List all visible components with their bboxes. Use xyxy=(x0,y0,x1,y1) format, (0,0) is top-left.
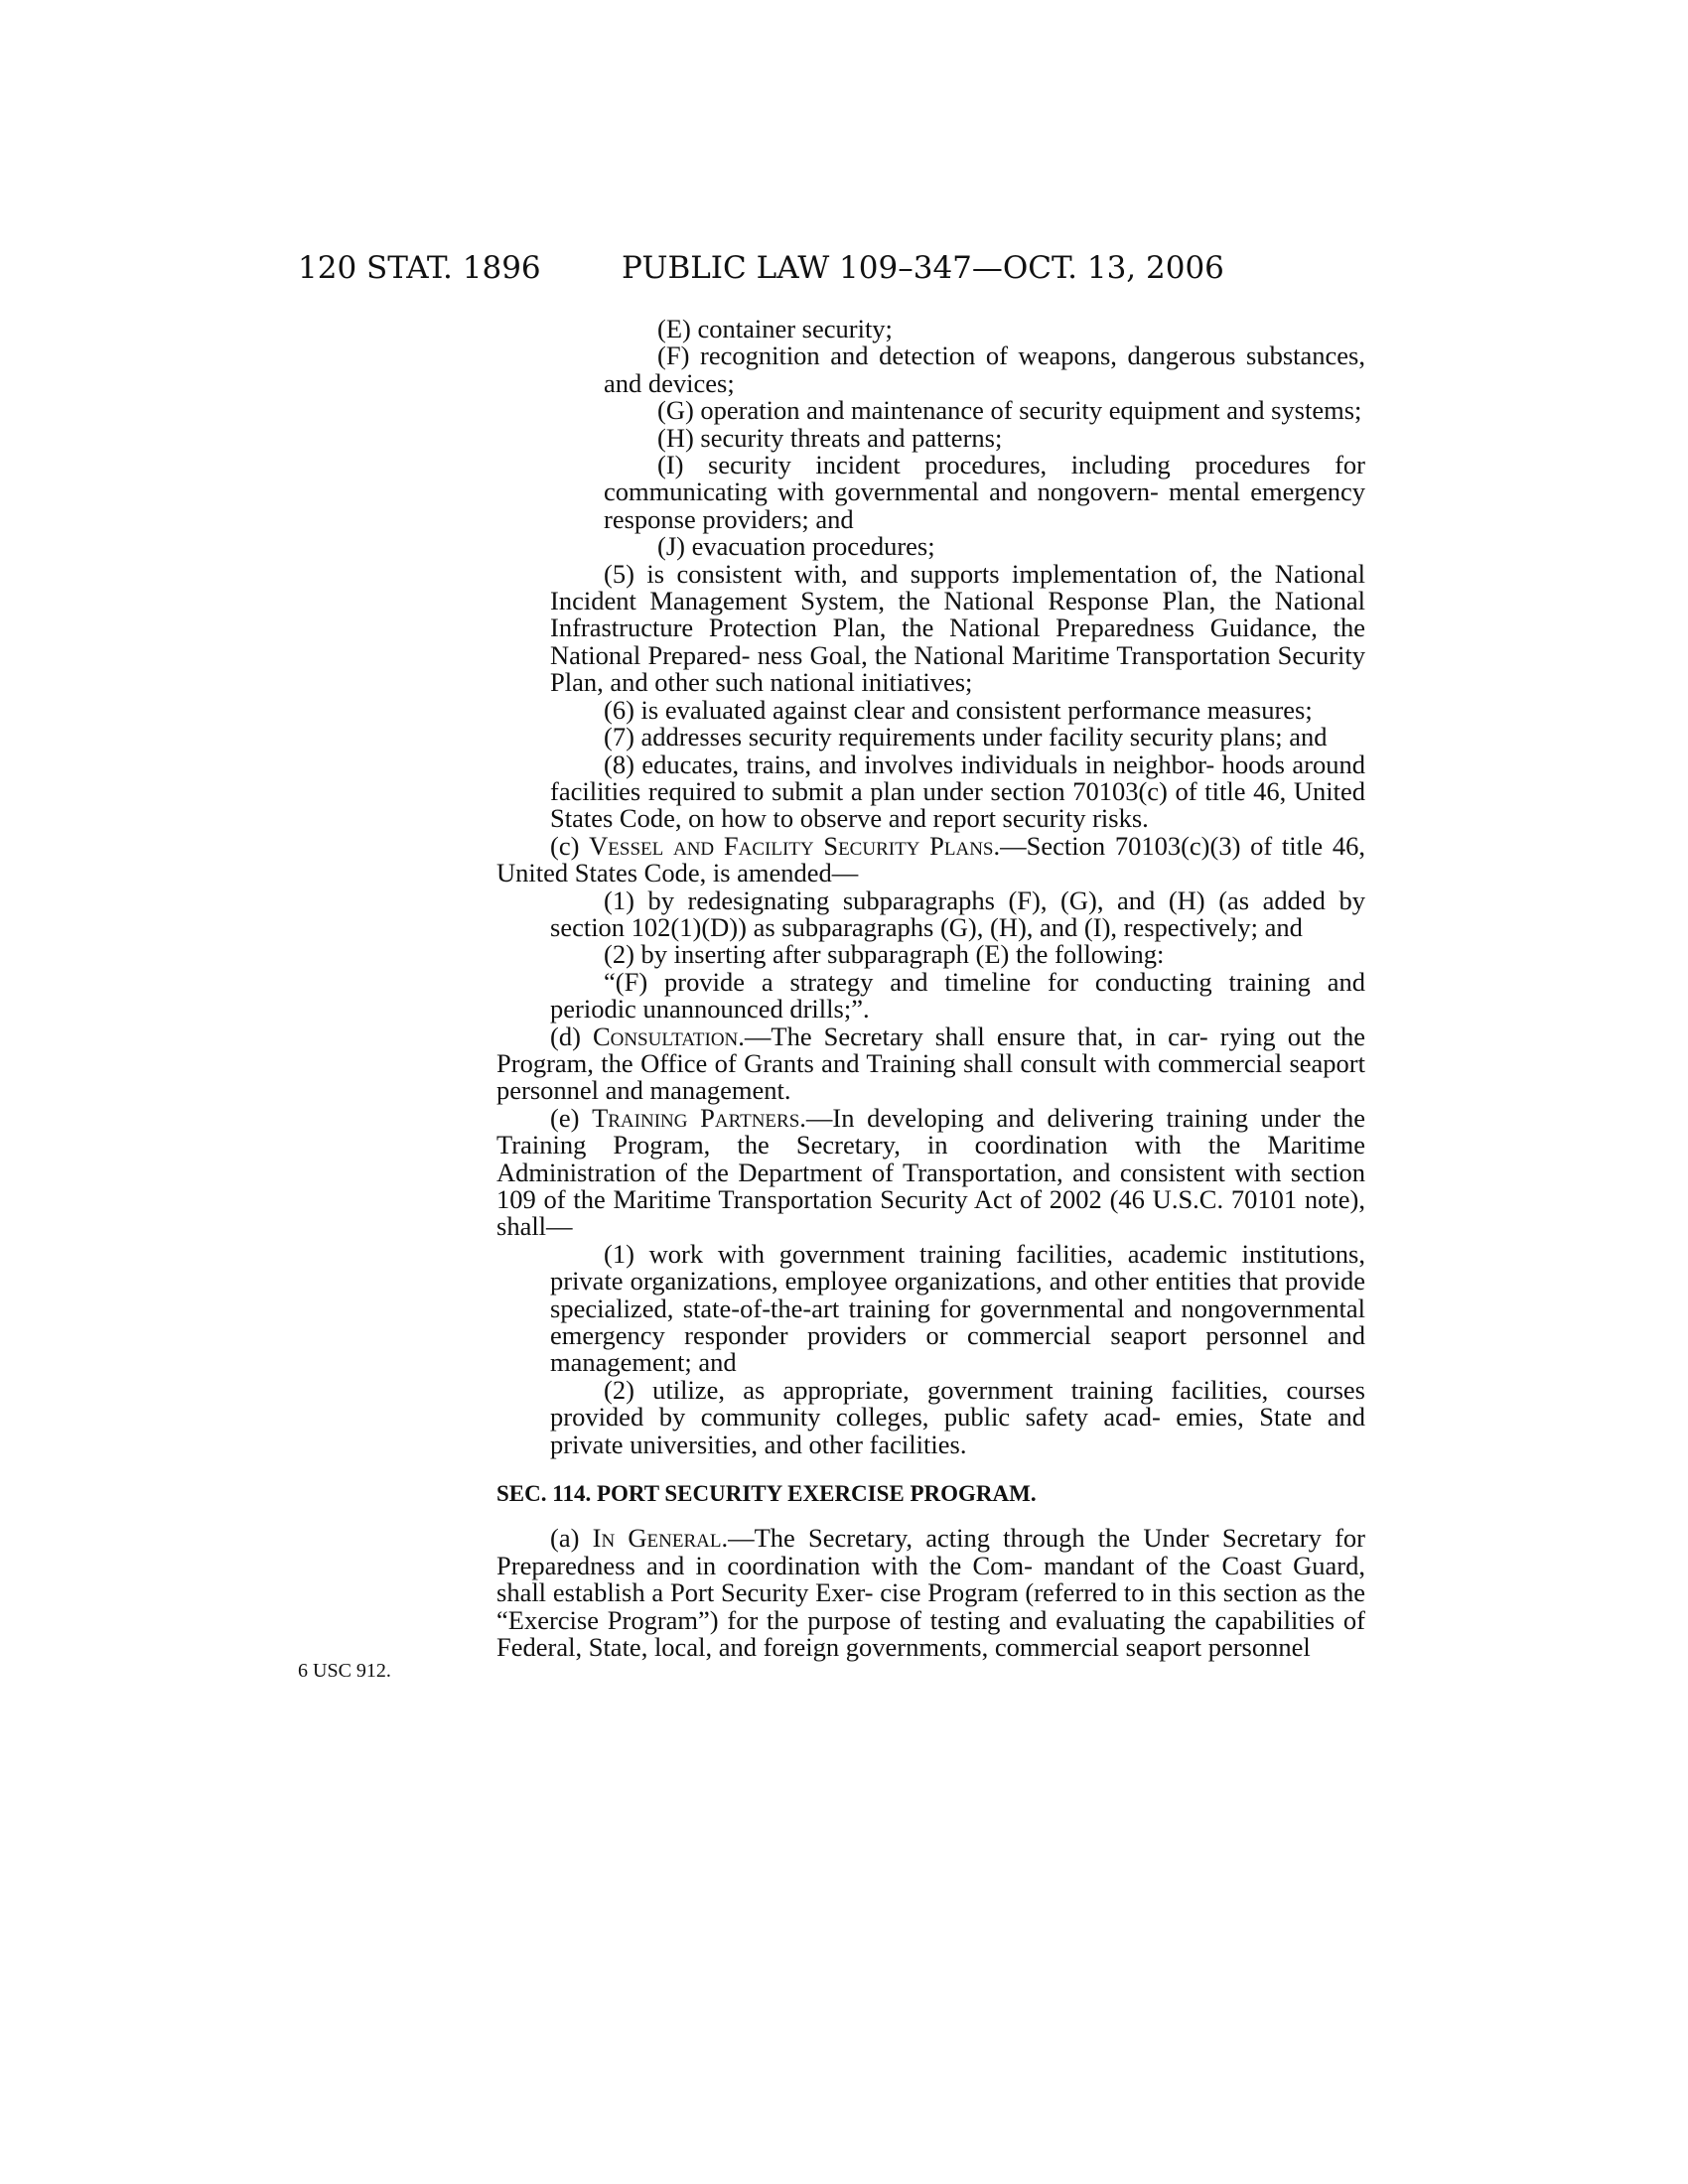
section-subsection-a xyxy=(496,1525,1365,1661)
paragraph-6: (6) is evaluated against clear and consistent performance measures; xyxy=(604,694,1313,725)
section-a-text: —The Secretary, acting through the Under Secretary for Preparedness and in coordination with the Com- mandant of the Coast Guard, shall establish a Port Security Exer- cise Program (referred to in this section as the “Exercise Program”) for the purpose of testing and evaluating the capabilities of Federal, State, local, and foreign governments, commercial seaport personnel xyxy=(496,1523,1365,1663)
statute-citation: 120 STAT. 1896 xyxy=(298,250,541,286)
item-f: (F) recognition and detection of weapons, dangerous substances, and devices; xyxy=(604,341,1365,398)
paragraph-8: (8) educates, trains, and involves individuals in neighbor- hoods around facilities required to submit a plan under section 70103(c) of title 46, United States Code, on how to observe and report security risks. xyxy=(550,749,1365,834)
subsection-e-heading: Training Partners. xyxy=(592,1102,806,1133)
subsection-c-text: —Section 70103(c)(3) of title 46, United States Code, is amended— xyxy=(496,830,1365,888)
subsection-c-quote: “(F) provide a strategy and timeline for conducting training and periodic unannounced drills;”. xyxy=(550,966,1365,1024)
subsection-e-paragraph-1: (1) work with government training facilities, academic institutions, private organizations, employee organizations, and other entities that provide specialized, state-of-the-art training for governmental and nongovernmental emergency responder providers or commercial seaport personnel and management; and xyxy=(550,1238,1365,1378)
section-a-heading: In General. xyxy=(592,1523,729,1554)
subsection-e-paragraph-2: (2) utilize, as appropriate, government training facilities, courses provided by community colleges, public safety acad- emies, State and private universities, and other facilities. xyxy=(550,1374,1365,1459)
section-heading: SEC. 114. PORT SECURITY EXERCISE PROGRAM. xyxy=(496,1481,1037,1507)
page-header xyxy=(0,250,1688,290)
document-body xyxy=(496,316,1365,1662)
usc-margin-note: 6 USC 912. xyxy=(298,1660,391,1682)
subsection-e xyxy=(496,1102,1365,1242)
section-a-label: (a) xyxy=(550,1523,593,1554)
subsection-c-paragraph-1: (1) by redesignating subparagraphs (F), (G), and (H) (as added by section 102(1)(D)) as subparagraphs (G), (H), and (I), respectively; and xyxy=(550,885,1365,942)
subsection-d xyxy=(496,1021,1365,1106)
subsection-c-heading: Vessel and Facility Security Plans. xyxy=(589,830,1001,861)
subsection-d-text: —The Secretary shall ensure that, in car- rying out the Program, the Office of Grants and Training shall consult with commercial seaport personnel and management. xyxy=(496,1021,1365,1106)
item-e: (E) container security; xyxy=(657,314,893,343)
subsection-c-label: (c) xyxy=(550,830,590,861)
item-j: (J) evacuation procedures; xyxy=(657,531,935,562)
subsection-d-heading: Consultation. xyxy=(592,1021,745,1051)
item-g: (G) operation and maintenance of security equipment and systems; xyxy=(657,395,1362,426)
subsection-e-label: (e) xyxy=(550,1102,593,1133)
item-h: (H) security threats and patterns; xyxy=(657,422,1003,453)
subsection-d-label: (d) xyxy=(550,1021,593,1051)
subsection-c-paragraph-2: (2) by inserting after subparagraph (E) the following: xyxy=(604,939,1165,970)
paragraph-7: (7) addresses security requirements under facility security plans; and xyxy=(604,722,1328,752)
subsection-e-text: —In developing and delivering training under the Training Program, the Secretary, in coordination with the Maritime Administration of the Department of Transportation, and consistent with section 109 of the Maritime Transportation Security Act of 2002 (46 U.S.C. 70101 note), shall— xyxy=(496,1102,1365,1242)
public-law-title: PUBLIC LAW 109–347—OCT. 13, 2006 xyxy=(622,250,1224,286)
paragraph-5: (5) is consistent with, and supports implementation of, the National Incident Management System, the National Response Plan, the National Infrastructure Protection Plan, the National Preparedness Guidance, the National Prepared- ness Goal, the National Maritime Transportation Security Plan, and other such national initiatives; xyxy=(550,558,1365,698)
item-i: (I) security incident procedures, including procedures for communicating with governmental and nongovern- mental emergency response providers; and xyxy=(604,450,1365,534)
subsection-c xyxy=(496,830,1365,888)
